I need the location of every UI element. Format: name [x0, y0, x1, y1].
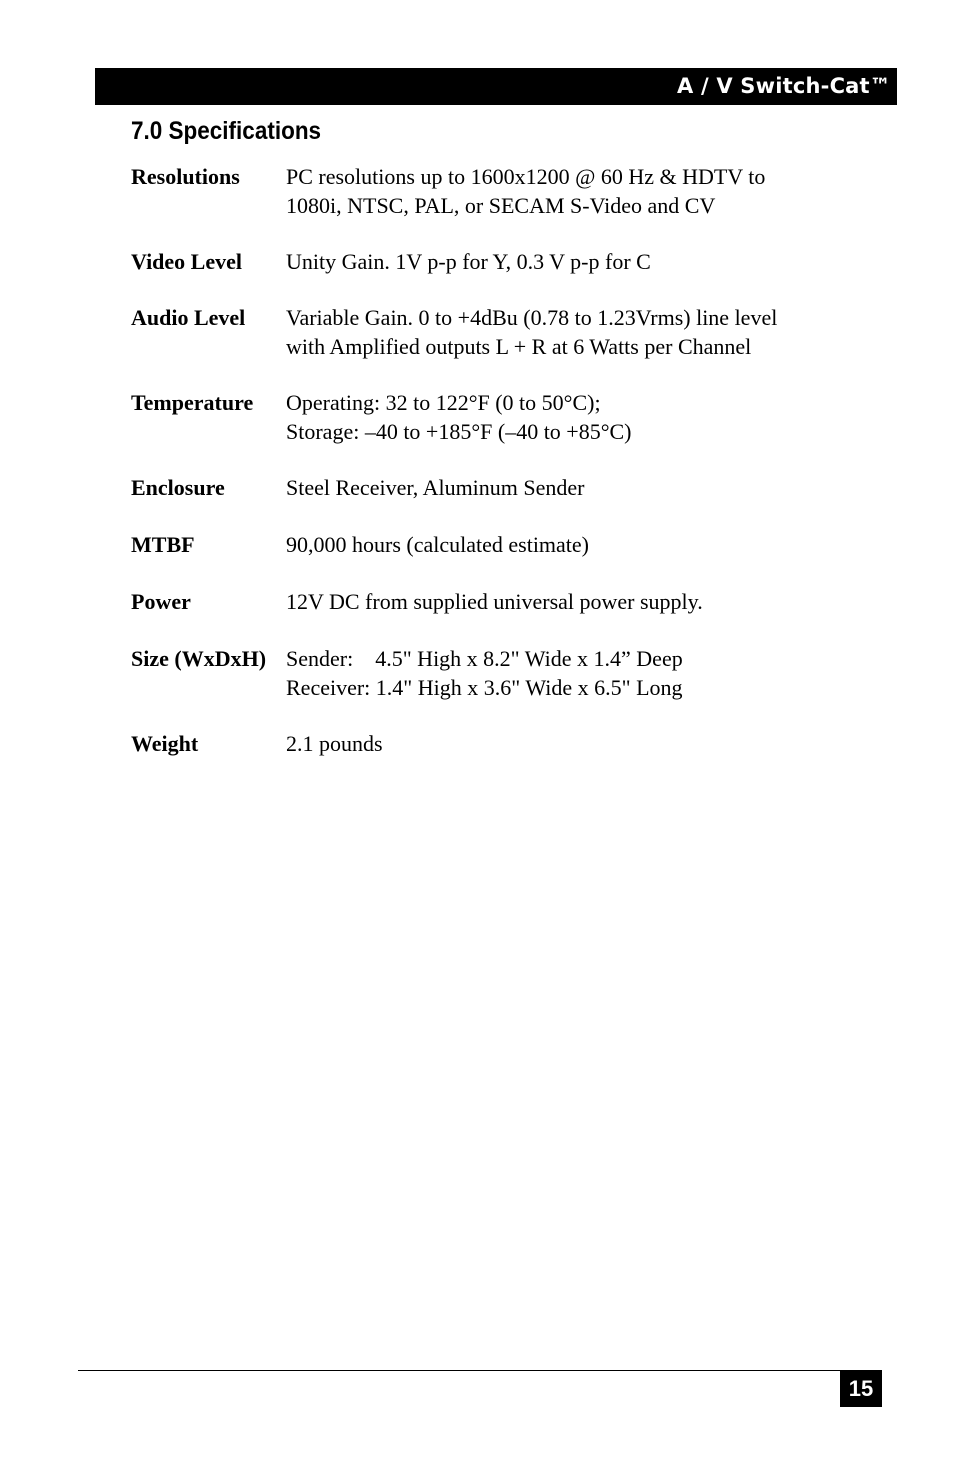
spec-value-line: 1080i, NTSC, PAL, or SECAM S-Video and CV — [286, 192, 716, 218]
spec-value-line: 2.1 pounds — [286, 731, 383, 756]
spec-label: MTBF — [131, 532, 195, 557]
spec-value — [286, 474, 846, 503]
section-title: 7.0 Specifications — [131, 117, 322, 145]
spec-value-line: PC resolutions up to 1600x1200 @ 60 Hz & HDTV to — [286, 164, 766, 189]
spec-label: Resolutions — [131, 164, 240, 189]
header-title: A / V Switch-Cat™ — [676, 74, 891, 98]
spec-value — [286, 389, 846, 446]
spec-label: Video Level — [131, 249, 242, 274]
spec-value — [286, 730, 846, 759]
spec-value-line: 12V DC from supplied universal power supply. — [286, 589, 703, 614]
spec-label: Audio Level — [131, 305, 246, 330]
spec-label: Weight — [131, 731, 199, 756]
spec-value — [286, 304, 846, 361]
spec-value — [286, 531, 846, 560]
spec-label: Temperature — [131, 390, 254, 415]
spec-label: Size (WxDxH) — [131, 646, 267, 671]
spec-value-line: Steel Receiver, Aluminum Sender — [286, 475, 585, 500]
spec-value — [286, 248, 846, 277]
spec-value-line: with Amplified outputs L + R at 6 Watts per Channel — [286, 333, 752, 359]
spec-value-line: Operating: 32 to 122°F (0 to 50°C); — [286, 390, 601, 415]
spec-value — [286, 163, 846, 220]
spec-value-line: Variable Gain. 0 to +4dBu (0.78 to 1.23Vrms) line level — [286, 305, 778, 330]
spec-value-line: Unity Gain. 1V p-p for Y, 0.3 V p-p for C — [286, 249, 651, 274]
footer-rule — [78, 1370, 840, 1371]
spec-value-line: Sender: 4.5" High x 8.2" Wide x 1.4” Deep — [286, 646, 683, 671]
spec-value — [286, 588, 846, 617]
spec-value-line: Storage: –40 to +185°F (–40 to +85°C) — [286, 418, 632, 444]
spec-label: Enclosure — [131, 475, 225, 500]
spec-value-line: Receiver: 1.4" High x 3.6" Wide x 6.5" Long — [286, 674, 683, 700]
spec-value-line: 90,000 hours (calculated estimate) — [286, 532, 590, 557]
spec-label: Power — [131, 589, 191, 614]
spec-value — [286, 645, 846, 702]
header-bar — [95, 68, 897, 105]
page-number: 15 — [840, 1370, 882, 1407]
